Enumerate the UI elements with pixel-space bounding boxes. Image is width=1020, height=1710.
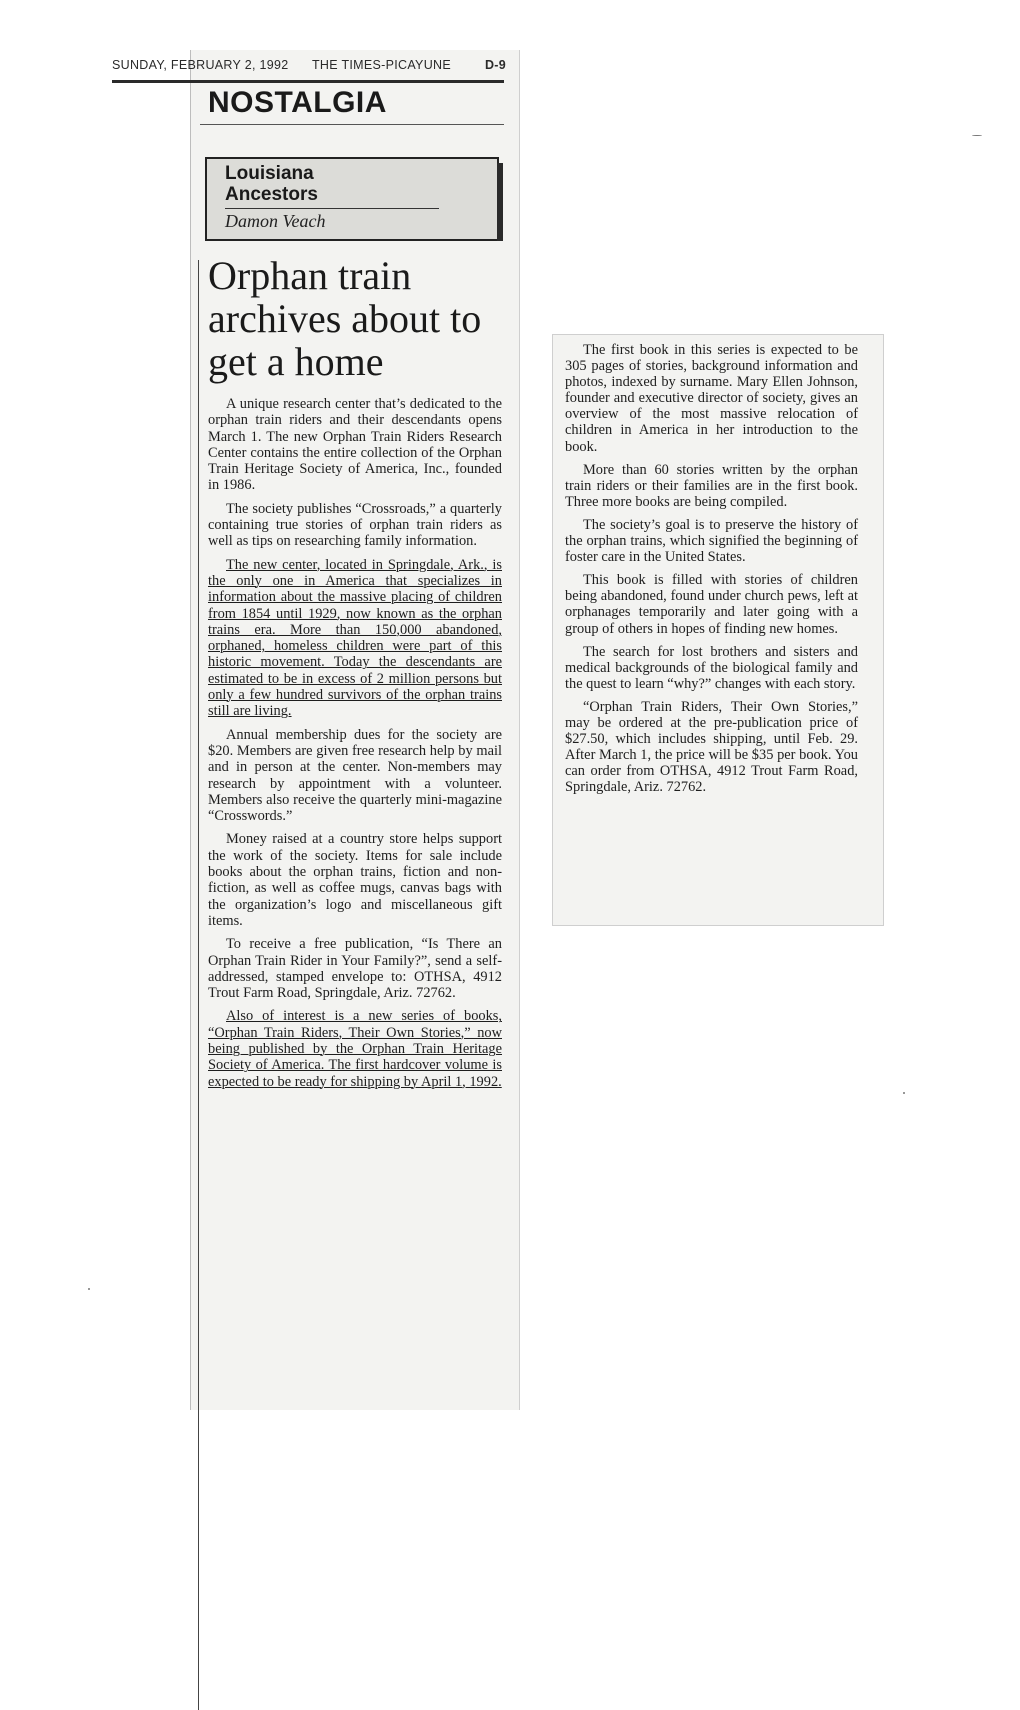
paragraph: The society’s goal is to preserve the history of the orphan trains, which signified the beginning of foster care in the United States. — [565, 516, 858, 566]
paragraph: “Orphan Train Riders, Their Own Stories,” may be ordered at the pre-publication price of $27.50, which includes shipping, until Feb. 29. After March 1, the price will be $35 per book. You can order from OTHSA, 4912 Trout Farm Road, Springdale, Ariz. 72762. — [565, 698, 858, 796]
column-series-name — [225, 163, 318, 205]
scan-speck — [903, 1092, 905, 1094]
paragraph: Money raised at a country store helps support the work of the society. Items for sale include books about the orphan trains, fiction and non-fiction, as well as coffee mugs, canvas bags with the organization’s logo and miscellaneous gift items. — [208, 831, 502, 929]
article-headline: Orphan train archives about to get a home — [208, 253, 482, 384]
column-rule — [198, 260, 199, 1710]
column-signature-box — [205, 157, 499, 241]
issue-date: SUNDAY, FEBRUARY 2, 1992 — [112, 58, 289, 72]
paragraph: Annual membership dues for the society are $20. Members are given free research help by mail and in person at the center. Non-members may research by appointment with a volunteer. Members also receive the quarterly mini-magazine “Crosswords.” — [208, 726, 502, 825]
section-title: NOSTALGIA — [208, 86, 387, 119]
section-rule — [200, 124, 504, 125]
paragraph: The first book in this series is expected to be 305 pages of stories, background information and photos, indexed by surname. Mary Ellen Johnson, founder and executive director of society, gives an overview of the most massive relocation of children in America in her introduction to the book. — [565, 342, 858, 455]
scan-speck — [972, 135, 982, 136]
paragraph: This book is filled with stories of children being abandoned, found under church pews, left at orphanages temporarily and later going with a group of others in hopes of finding new homes. — [565, 572, 858, 637]
column-author: Damon Veach — [225, 211, 326, 231]
paragraph: More than 60 stories written by the orphan train riders or their families are in the first book. Three more books are being compiled. — [565, 461, 858, 510]
page-number: D-9 — [484, 58, 506, 72]
paragraph: The search for lost brothers and sisters and medical backgrounds of the biological family and the quest to learn “why?” changes with each story. — [565, 643, 858, 692]
column-box-shadow — [497, 163, 503, 241]
article-body-right — [565, 342, 858, 802]
paragraph: A unique research center that’s dedicated to the orphan train riders and their descendants opens March 1. The new Orphan Train Riders Research Center contains the entire collection of the Orphan Train Heritage Society of America, Inc., founded in 1986. — [208, 396, 502, 494]
column-box-rule — [225, 208, 439, 209]
paragraph: The society publishes “Crossroads,” a quarterly containing true stories of orphan train riders as well as tips on researching family information. — [208, 500, 502, 550]
paragraph: To receive a free publication, “Is There an Orphan Train Rider in Your Family?”, send a self-addressed, stamped envelope to: OTHSA, 4912 Trout Farm Road, Springdale, Ariz. 72762. — [208, 936, 502, 1002]
newspaper-name: THE TIMES-PICAYUNE — [312, 58, 451, 72]
column-series-line-1: Louisiana — [225, 163, 314, 184]
column-series-line-2: Ancestors — [225, 184, 318, 205]
article-body-left — [208, 396, 502, 1097]
paragraph-underlined: Also of interest is a new series of books, “Orphan Train Riders, Their Own Stories,” now being published by the Orphan Train Heritage Society of America. The first hardcover volume is expected to be ready for shipping by April 1, 1992. — [208, 1008, 502, 1090]
paragraph-underlined: The new center, located in Springdale, Ark., is the only one in America that specializes in information about the massive placing of children from 1854 until 1929, now known as the orphan trains era. More than 150,000 abandoned, orphaned, homeless children were part of this historic movement. Today the descendants are estimated to be in excess of 2 million persons but only a few hundred survivors of the orphan trains still are living. — [208, 556, 502, 720]
scan-speck — [88, 1288, 90, 1290]
dateline-rule — [112, 80, 504, 83]
